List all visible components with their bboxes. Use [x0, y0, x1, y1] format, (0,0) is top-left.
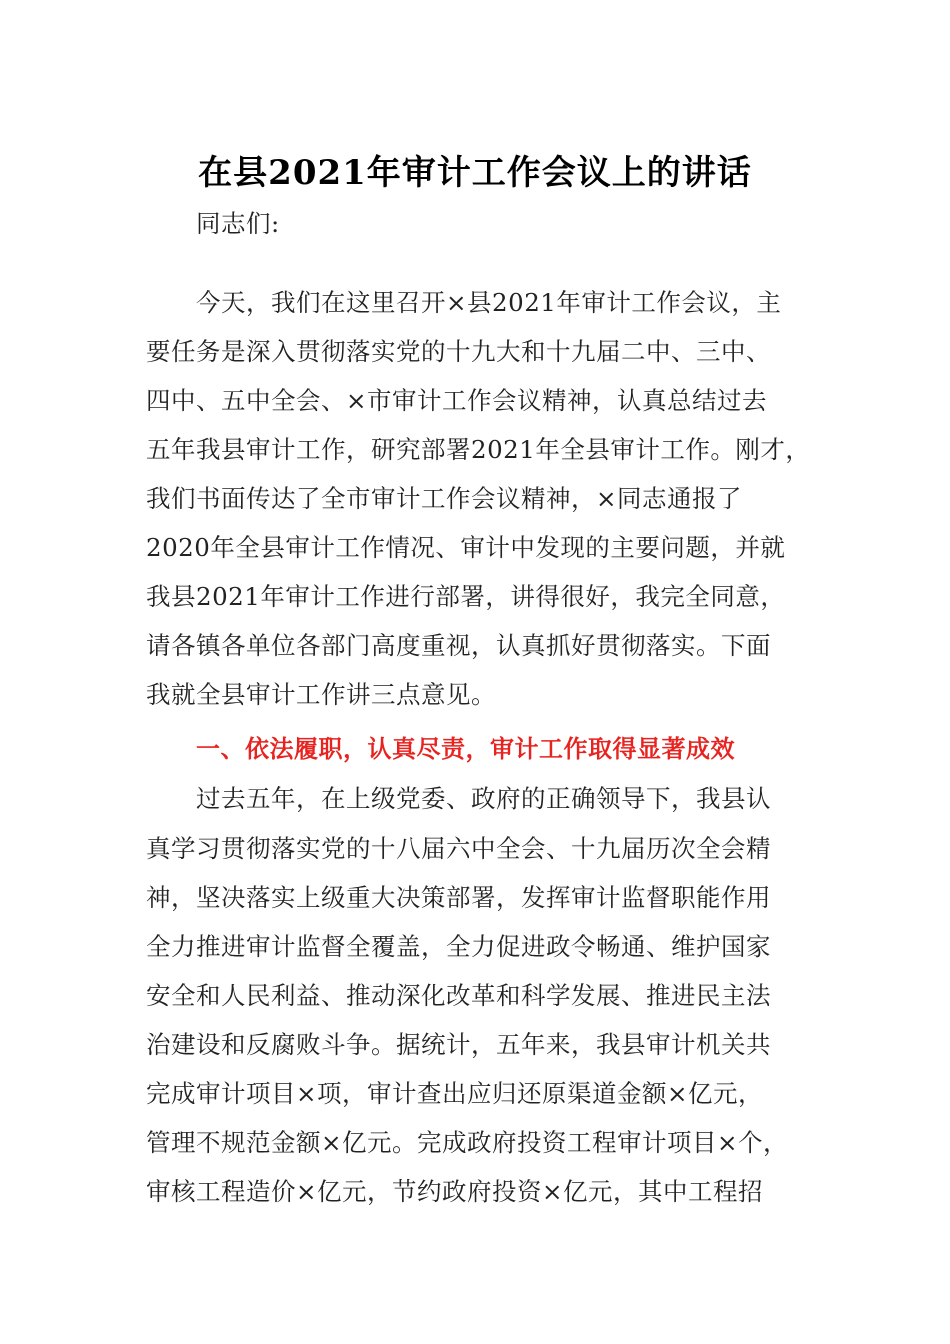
document-title: 在县2021年审计工作会议上的讲话	[198, 153, 752, 193]
paragraph-line: 要任务是深入贯彻落实党的十九大和十九届二中、三中、	[146, 337, 771, 366]
paragraph-line: 2020年全县审计工作情况、审计中发现的主要问题，并就	[146, 533, 786, 562]
paragraph-line: 我县2021年审计工作进行部署，讲得很好，我完全同意，	[146, 582, 786, 611]
paragraph-line: 今天，我们在这里召开×县2021年审计工作会议，主	[196, 288, 782, 317]
paragraph-line: 我就全县审计工作讲三点意见。	[146, 680, 496, 709]
paragraph-line: 治建设和反腐败斗争。据统计，五年来，我县审计机关共	[146, 1030, 771, 1059]
salutation: 同志们:	[196, 209, 280, 238]
paragraph-line: 全力推进审计监督全覆盖，全力促进政令畅通、维护国家	[146, 932, 771, 961]
paragraph-line: 审核工程造价×亿元，节约政府投资×亿元，其中工程招	[146, 1177, 764, 1206]
section-heading: 一、依法履职，认真尽责，审计工作取得显著成效	[196, 735, 735, 763]
paragraph-line: 安全和人民利益、推动深化改革和科学发展、推进民主法	[146, 981, 771, 1010]
paragraph-line: 管理不规范金额×亿元。完成政府投资工程审计项目×个，	[146, 1128, 789, 1157]
paragraph-line: 我们书面传达了全市审计工作会议精神，×同志通报了	[146, 484, 743, 513]
paragraph-line: 四中、五中全会、×市审计工作会议精神，认真总结过去	[146, 386, 768, 415]
paragraph-line: 过去五年，在上级党委、政府的正确领导下，我县认	[196, 784, 771, 813]
paragraph-line: 五年我县审计工作，研究部署2021年全县审计工作。刚才，	[146, 435, 811, 464]
paragraph-line: 真学习贯彻落实党的十八届六中全会、十九届历次全会精	[146, 834, 771, 863]
paragraph-line: 请各镇各单位各部门高度重视，认真抓好贯彻落实。下面	[146, 631, 771, 660]
paragraph-line: 完成审计项目×项，审计查出应归还原渠道金额×亿元，	[146, 1079, 764, 1108]
paragraph-line: 神，坚决落实上级重大决策部署，发挥审计监督职能作用	[146, 883, 771, 912]
